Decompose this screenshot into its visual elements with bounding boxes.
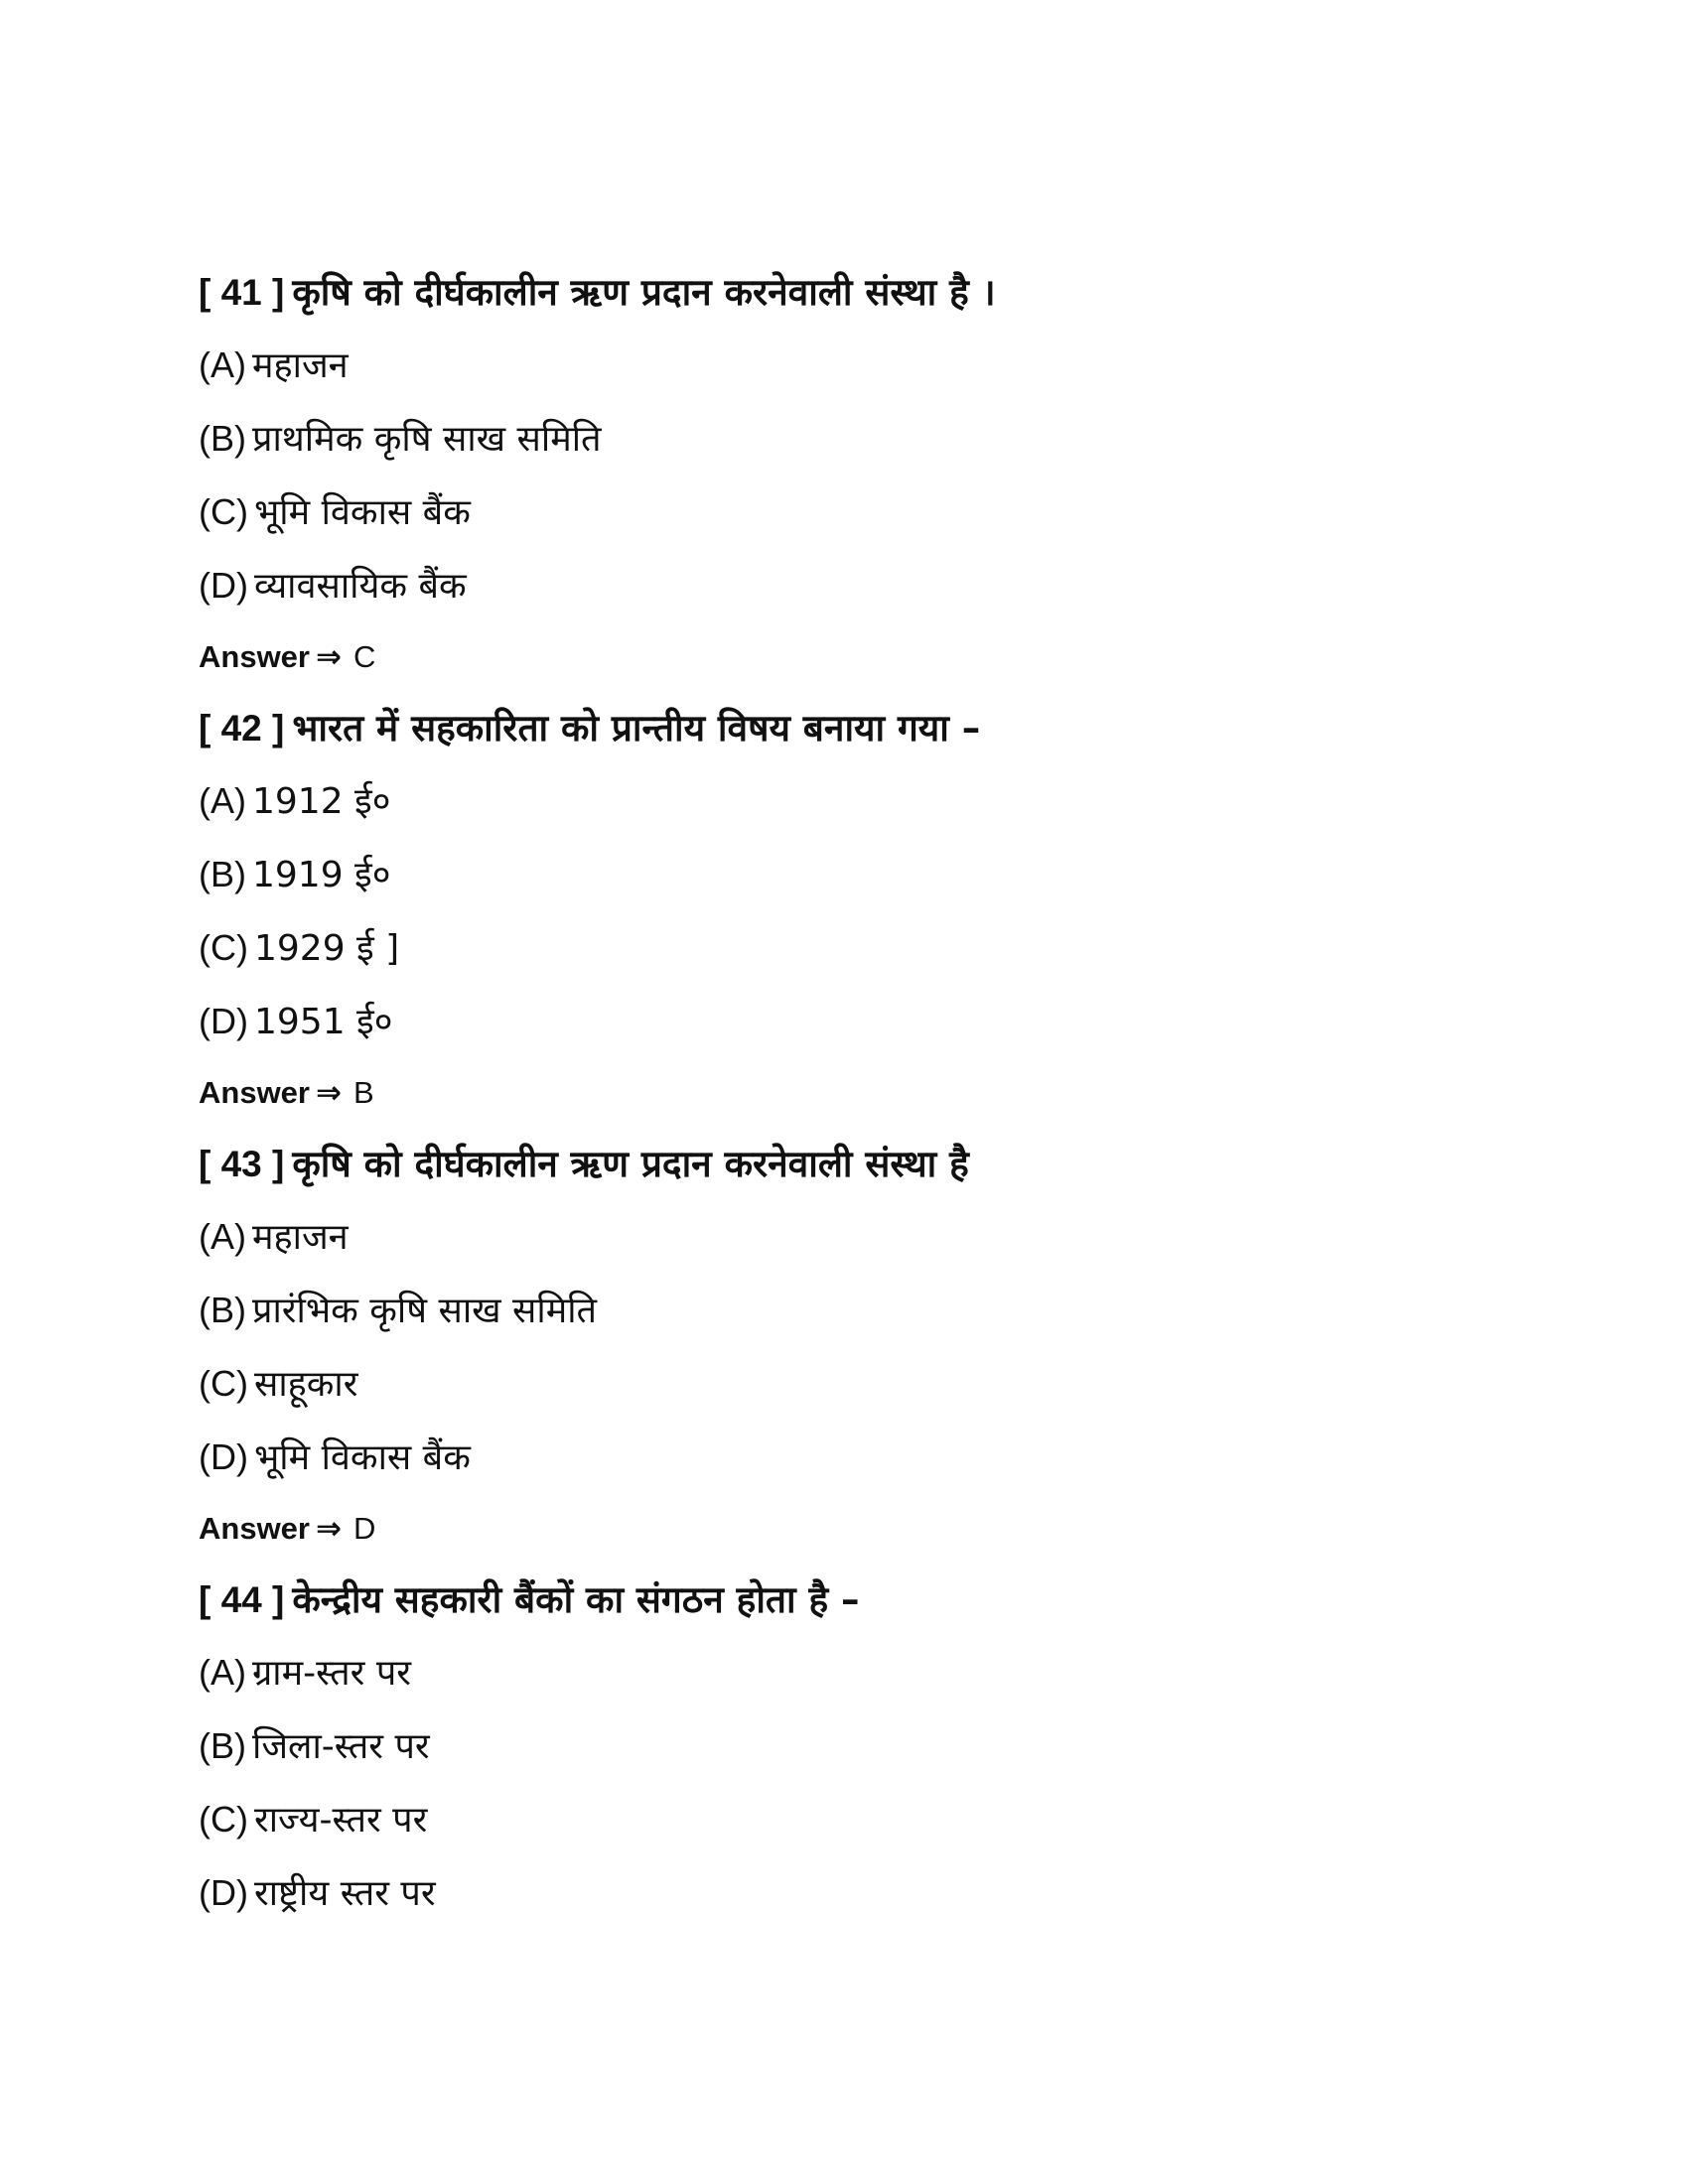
option-label: (D) bbox=[199, 565, 248, 606]
option-text: ग्राम-स्तर पर bbox=[252, 1653, 412, 1694]
option-text: जिला-स्तर पर bbox=[252, 1726, 430, 1767]
option-text: 1919 ई० bbox=[252, 855, 391, 895]
answer-value: B bbox=[352, 1075, 374, 1110]
question-43 bbox=[199, 1143, 969, 1185]
arrow-icon: ⇒ bbox=[315, 1075, 342, 1111]
option-text: साहूकार bbox=[253, 1364, 358, 1405]
question-text: केन्द्रीय सहकारी बैंकों का संगठन होता है – bbox=[292, 1578, 860, 1621]
answer-value: D bbox=[352, 1511, 376, 1546]
option-label: (C) bbox=[199, 491, 248, 532]
question-41-option-a bbox=[199, 344, 349, 386]
answer-label: Answer bbox=[199, 1075, 310, 1110]
option-label: (D) bbox=[199, 1436, 248, 1477]
answer-label: Answer bbox=[199, 1511, 310, 1546]
question-42-option-c bbox=[199, 927, 400, 969]
question-43-answer bbox=[199, 1513, 375, 1545]
question-44-option-b bbox=[199, 1725, 430, 1767]
option-label: (A) bbox=[199, 1652, 246, 1693]
option-label: (D) bbox=[199, 1001, 248, 1041]
arrow-icon: ⇒ bbox=[315, 1511, 342, 1547]
question-44-option-c bbox=[199, 1799, 428, 1841]
question-text: कृषि को दीर्घकालीन ऋण प्रदान करनेवाली संस्था है bbox=[292, 1143, 969, 1185]
question-number: [ 41 ] bbox=[199, 272, 285, 313]
option-label: (C) bbox=[199, 1799, 248, 1840]
question-41-answer bbox=[199, 641, 375, 673]
question-43-option-a bbox=[199, 1216, 349, 1258]
option-text: व्यावसायिक बैंक bbox=[253, 566, 467, 607]
question-text: भारत में सहकारिता को प्रान्तीय विषय बनाया गया – bbox=[292, 707, 981, 750]
question-number: [ 44 ] bbox=[199, 1579, 285, 1620]
option-label: (A) bbox=[199, 344, 246, 385]
option-text: महाजन bbox=[252, 1217, 349, 1258]
arrow-icon: ⇒ bbox=[315, 639, 342, 675]
option-text: राज्य-स्तर पर bbox=[253, 1800, 428, 1841]
option-text: प्रारंभिक कृषि साख समिति bbox=[252, 1291, 598, 1331]
option-label: (C) bbox=[199, 927, 248, 968]
option-text: भूमि विकास बैंक bbox=[253, 1437, 471, 1478]
question-43-option-c bbox=[199, 1363, 358, 1405]
question-42-answer bbox=[199, 1077, 374, 1109]
question-41-option-c bbox=[199, 491, 471, 533]
option-label: (B) bbox=[199, 1725, 246, 1766]
question-number: [ 42 ] bbox=[199, 708, 285, 749]
option-label: (C) bbox=[199, 1363, 248, 1404]
question-44-option-a bbox=[199, 1652, 412, 1694]
question-number: [ 43 ] bbox=[199, 1144, 285, 1184]
question-44-option-d bbox=[199, 1872, 436, 1914]
option-label: (D) bbox=[199, 1872, 248, 1913]
question-42-option-d bbox=[199, 1001, 393, 1042]
question-41-option-d bbox=[199, 565, 467, 607]
option-label: (A) bbox=[199, 780, 246, 821]
question-43-option-b bbox=[199, 1290, 598, 1331]
question-41-option-b bbox=[199, 418, 602, 460]
option-text: 1929 ई ] bbox=[253, 928, 400, 969]
question-text: कृषि को दीर्घकालीन ऋण प्रदान करनेवाली संस्था है । bbox=[292, 271, 996, 314]
option-text: महाजन bbox=[252, 345, 349, 386]
question-43-option-d bbox=[199, 1436, 471, 1478]
question-42-option-b bbox=[199, 854, 391, 895]
option-label: (B) bbox=[199, 1290, 246, 1330]
option-text: भूमि विकास बैंक bbox=[253, 492, 471, 533]
option-label: (B) bbox=[199, 418, 246, 459]
answer-value: C bbox=[352, 639, 376, 674]
option-label: (A) bbox=[199, 1216, 246, 1257]
question-41 bbox=[199, 271, 996, 314]
answer-label: Answer bbox=[199, 639, 310, 674]
option-text: प्राथमिक कृषि साख समिति bbox=[252, 419, 602, 460]
option-label: (B) bbox=[199, 854, 246, 894]
option-text: राष्ट्रीय स्तर पर bbox=[253, 1873, 436, 1914]
question-42 bbox=[199, 707, 981, 750]
question-44 bbox=[199, 1578, 860, 1621]
question-42-option-a bbox=[199, 780, 391, 822]
option-text: 1912 ई० bbox=[252, 781, 391, 822]
option-text: 1951 ई० bbox=[253, 1002, 393, 1042]
